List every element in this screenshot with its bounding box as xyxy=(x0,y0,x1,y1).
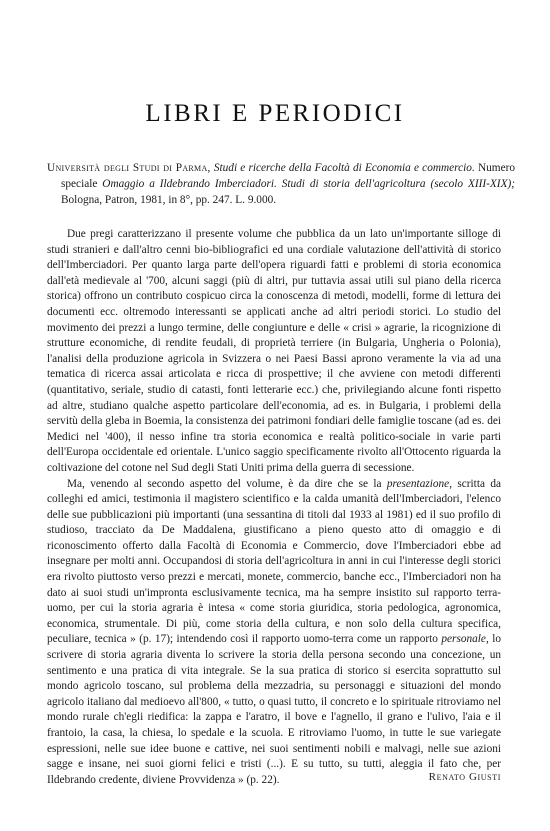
reference-publication: Bologna, Patron, 1981, in 8°, pp. 247. L. 9.000. xyxy=(61,194,277,206)
reference-title: Studi e ricerche della Facoltà di Economia e commercio. xyxy=(213,162,475,174)
author-signature: Renato Giusti xyxy=(428,771,501,783)
paragraph-2-italic-personale: personale xyxy=(441,633,486,646)
bibliographic-reference xyxy=(47,160,515,208)
paragraph-2-italic-presentazione: presentazione xyxy=(386,477,450,490)
reference-institution: Università degli Studi di Parma, xyxy=(47,162,211,174)
reference-special-issue: Numero speciale xyxy=(61,162,516,190)
paragraph-2-part-c: , scritta da colleghi ed amici, testimonia il magistero scientifico e la calda umanità dell'Imberciadori, l'elenco delle sue pubblicazioni più importanti (una sessantina di titoli dal 1933 al 1981) ed il suo profilo di studioso, tracciato da De Maddalena, giustificano a pieno questo atto di omaggio e di riconoscimento offerto dalla Facoltà di Economia e Commercio, dove l'Imberciadori ebbe ad insegnare per molti anni. Occupandosi di storia dell'agricoltura in anni in cui l'interesse degli storici era rivolto piuttosto verso prezzi e mercati, monete, commercio, banche ecc., l'Imberciadori non ha dato ai suoi studi un'impronta esclusivamente tecnica, ma ha sempre insistito sul rapporto terra-uomo, per cui la storia agraria è intesa « come storia giuridica, storia pedologica, agronomica, economica, strumentale. Di più, come storia della cultura, e non solo della cultura specifica, peculiare, tecnica » (p. 17); intendendo così il rapporto uomo-terra come un rapporto xyxy=(47,477,501,646)
paragraph-2-part-a: Ma, venendo al secondo aspetto del volume, è da dire che se la xyxy=(67,477,382,490)
reference-special-issue-title: Omaggio a Ildebrando Imberciadori. Studi di storia dell'agricoltura (secolo XIII-XIX); xyxy=(102,178,515,190)
paragraph-2-part-e: , lo scrivere di storia agraria diventa lo scrivere la storia della persona secondo una concezione, un sentimento e una pratica di vita integrale. Se la sua pratica di storico si esercita soprattutto sul mondo agricolo toscano, sul problema della mezzadria, su personaggi e situazioni del mondo agricolo italiano dal medioevo all'800, « tutto, o quasi tutto, il concreto e lo spirituale ritroviamo nel mondo rurale ch'egli riedifica: la zappa e l'aratro, il bove e l'agnello, il grano e l'ulivo, l'aia e il frantoio, la casa, la chiesa, lo spedale e la scuola. E ritroviamo l'uomo, in tutte le sue variegate espressioni, nelle sue idee buone e cattive, nei suoi sentimenti nobili e malvagi, nelle sue azioni sagge e insane, nei suoi giorni felici e tristi (...). E su tutto, su tutti, aleggia il fato che, per Ildebrando credente, diviene Provvidenza » (p. 22). xyxy=(47,633,502,786)
section-title: LIBRI E PERIODICI xyxy=(145,100,405,127)
review-paragraph-1: Due pregi caratterizzano il presente volume che pubblica da un lato un'importante silloge di studi stranieri e dall'altro cenni bio-bibliografici ed una cordiale valutazione dell'attività di storico dell'Imberciadori. Per quanto larga parte dell'opera riguardi fatti e problemi di storia economica dall'età medievale al '700, alcuni saggi (più di altri, pur tuttavia assai utili sul piano della ricerca storica) offrono un contributo cospicuo circa la conoscenza di metodi, modelli, forme di lettura dei documenti ecc. oltremodo interessanti se applicati anche ad altri periodi storici. Lo studio del movimento dei prezzi a lungo termine, delle congiunture e delle « crisi » agrarie, la ricognizione di strutture economiche, di rendite feudali, di proprietà terriere (in Bulgaria, Ungheria o Polonia), l'analisi della produzione agricola in Svizzera o nei Paesi Bassi aprono veramente la via ad una tematica di ricerca assai articolata e ricca di prospettive; il che avviene con metodi differenti (quantitativo, seriale, studio di catasti, fonti letterarie ecc.) che, privilegiando alcune fonti rispetto ad altre, studiano qualche aspetto particolare dell'economia, ad es. in Bulgaria, i problemi della servitù della gleba in Boemia, la consistenza dei patrimoni fondiari delle famiglie toscane (ad es. dei Medici nel '400), il nesso infine tra storia economica e realtà politico-sociale in varie parti dell'Europa occidentale ed orientale. L'unico saggio specificamente rivolto all'Ottocento riguarda la coltivazione del cotone nel Sud degli Stati Uniti prima della guerra di secessione. xyxy=(47,228,501,474)
review-paragraph-2 xyxy=(47,477,501,789)
review-body xyxy=(47,227,501,788)
